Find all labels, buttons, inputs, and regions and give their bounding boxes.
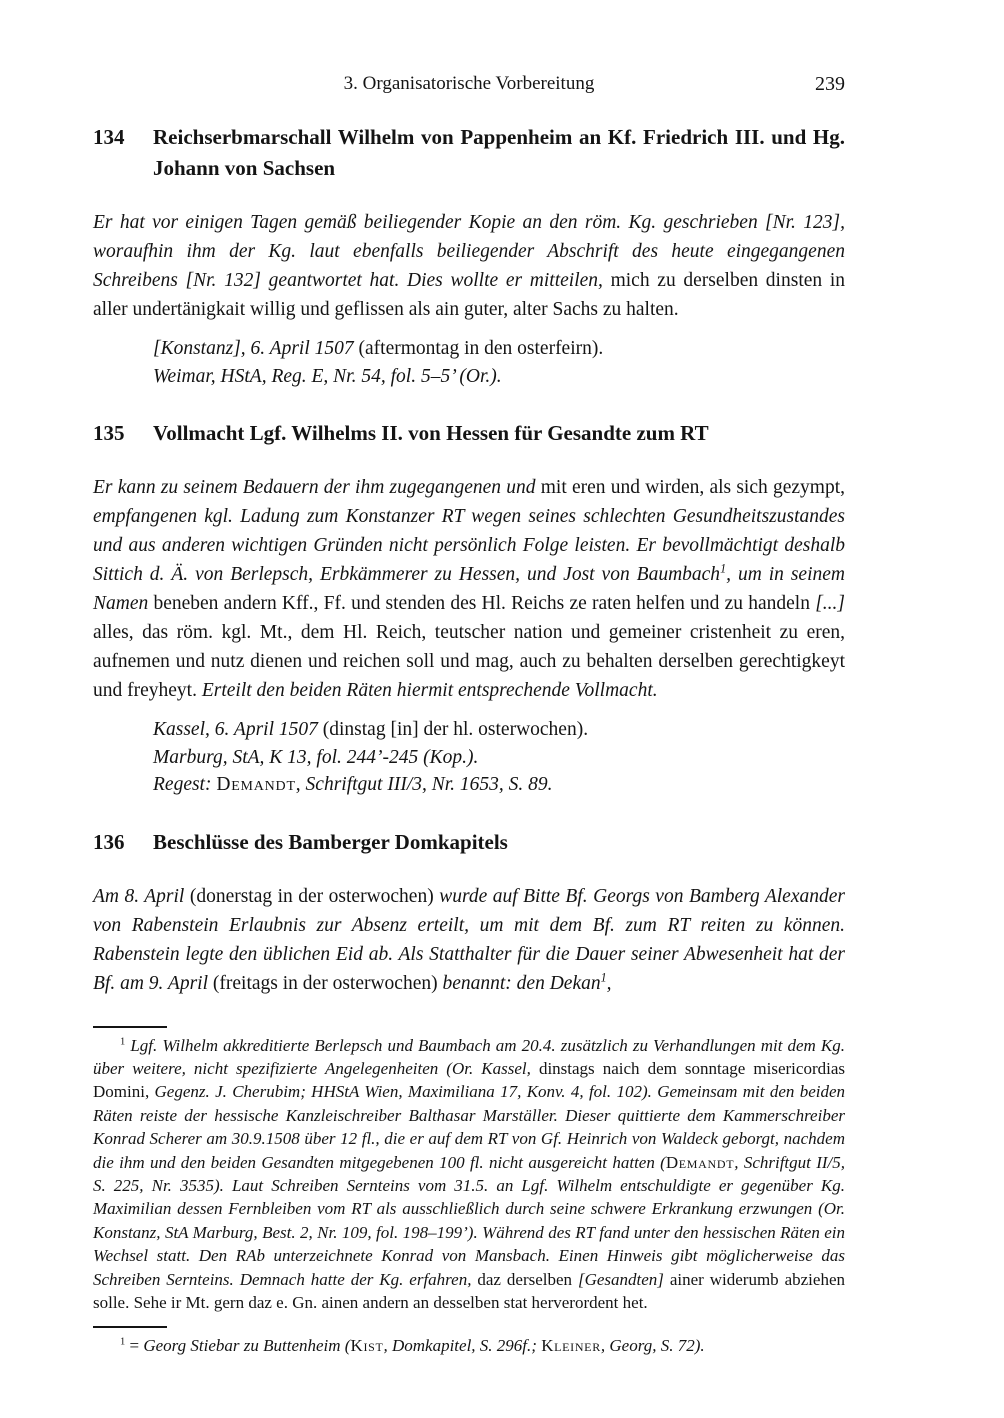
- footnotes-area: [93, 1026, 845, 1358]
- entry-134: [93, 122, 845, 390]
- running-header: [93, 72, 845, 96]
- entry-134-source-block: [153, 335, 845, 390]
- entry-title: Reichserbmarschall Wilhelm von Pappenheim an Kf. Friedrich III. und Hg. Johann von Sachsen: [153, 125, 845, 180]
- entry-134-heading: [93, 122, 845, 184]
- footnote-separator-rule: [93, 1326, 167, 1328]
- entry-134-regest: Er hat vor einigen Tagen gemäß beiliegender Kopie an den röm. Kg. geschrieben [Nr. 123], woraufhin ihm der Kg. laut ebenfalls beiliegender Abschrift des heute eingegangenen Schreibens [Nr. 132] geantwortet hat. Dies wollte er mitteilen, mich zu derselben dinsten in aller undertänigkait willig und geflissen als ain guter, alter Sachs zu halten.: [93, 212, 846, 320]
- source-line-archive: Marburg, StA, K 13, fol. 244’-245 (Kop.).: [153, 746, 479, 768]
- entry-136-regest: Am 8. April (donerstag in der osterwochen) wurde auf Bitte Bf. Georgs von Bamberg Alexander von Rabenstein Erlaubnis zur Absenz erteilt, um mit dem Bf. zum RT reiten zu können. Rabenstein legte den üblichen Eid ab. Als Statthalter für die Dauer seiner Abwesenheit hat der Bf. am 9. April (freitags in der osterwochen) benannt: den Dekan$^1$,: [93, 885, 845, 994]
- source-line-regest-reference: Regest: Demandt, Schriftgut III/3, Nr. 1653, S. 89.: [153, 774, 553, 795]
- chapter-title: 3. Organisatorische Vorbereitung: [343, 73, 595, 94]
- entry-135-regest: Er kann zu seinem Bedauern der ihm zugegangenen und mit eren und wirden, als sich gezympt, empfangenen kgl. Ladung zum Konstanzer RT wegen seines schlechten Gesundheitszustandes und aus anderen wichtigen Gründen nicht persönlich Folge leisten. Er bevollmächtigt deshalb Sittich d. Ä. von Berlepsch, Erbkämmerer zu Hessen, und Jost von Baumbach$^1$, um in seinem Namen beneben andern Kff., Ff. und stenden des Hl. Reichs ze raten helfen und zu handeln [...] alles, das röm. kgl. Mt., dem Hl. Reich, teutscher nation und gemeiner cristenheit zu eren, aufnemen und nutz dienen und reichen soll und mag, auch zu behalten derselben gerechtigkeyt und freyheyt. Erteilt den beiden Räten hiermit entsprechende Vollmacht.: [93, 477, 845, 701]
- page-number: 239: [815, 73, 845, 95]
- source-line-archive: Weimar, HStA, Reg. E, Nr. 54, fol. 5–5’ (Or.).: [153, 365, 502, 387]
- source-line-date: Kassel, 6. April 1507 (dinstag [in] der hl. osterwochen).: [153, 719, 589, 740]
- entry-136: [93, 827, 845, 998]
- entry-135-source-block: [153, 716, 845, 799]
- entry-number: 135: [93, 421, 125, 445]
- entry-135: [93, 418, 845, 799]
- source-line-date: [Konstanz], 6. April 1507 (aftermontag in den osterfeirn).: [153, 338, 604, 359]
- entry-title: Beschlüsse des Bamberger Domkapitels: [153, 829, 508, 854]
- footnote-separator-rule: [93, 1026, 167, 1028]
- footnote-1: $^1$ Lgf. Wilhelm akkreditierte Berlepsch und Baumbach am 20.4. zusätzlich zu Verhandlungen mit dem Kg. über weitere, nicht spezifizierte Angelegenheiten (Or. Kassel, dinstags naich dem sonntage misericordias Domini, Gegenz. J. Cherubim; HHStA Wien, Maximiliana 17, Konv. 4, fol. 102). Gemeinsam mit den beiden Räten reiste der hessische Kanzleischreiber Balthasar Marställer. Dieser quittierte dem Kammerschreiber Konrad Scherer am 30.9.1508 über 12 fl., die er auf dem RT von Gf. Heinrich von Waldeck geborgt, nachdem die ihm und den beiden Gesandten mitgegebenen 100 fl. nicht ausgereicht hatten (Demandt, Schriftgut II/5, S. 225, Nr. 3535). Laut Schreiben Sernteins vom 31.5. an Lgf. Wilhelm entschuldigte er gegenüber Kg. Maximilian dessen Fernbleiben vom RT als ausschließlich durch seine schwere Erkrankung erzwungen (Or. Konstanz, StA Marburg, Best. 2, Nr. 109, fol. 198–199’). Während des RT fand unter den hessischen Räten ein Wechsel statt. Den RAb unterzeichnete Konrad von Mansbach. Einen Hinweis gibt möglicherweise das Schreiben Sernteins. Demnach hatte der Kg. erfahren, daz derselben [Gesandten] ainer widerumb abziehen solle. Sehe ir Mt. gern daz e. Gn. ainen andern an desselben stat herverordent het.: [93, 1035, 846, 1312]
- entry-number: 134: [93, 125, 125, 149]
- footnote-2: $^1$ = Georg Stiebar zu Buttenheim (Kist, Domkapitel, S. 296f.; Kleiner, Georg, S. 72).: [120, 1336, 705, 1356]
- entry-135-heading: [93, 418, 845, 449]
- entry-title: Vollmacht Lgf. Wilhelms II. von Hessen für Gesandte zum RT: [153, 421, 709, 445]
- entry-number: 136: [93, 829, 125, 854]
- entry-136-heading: [93, 827, 845, 858]
